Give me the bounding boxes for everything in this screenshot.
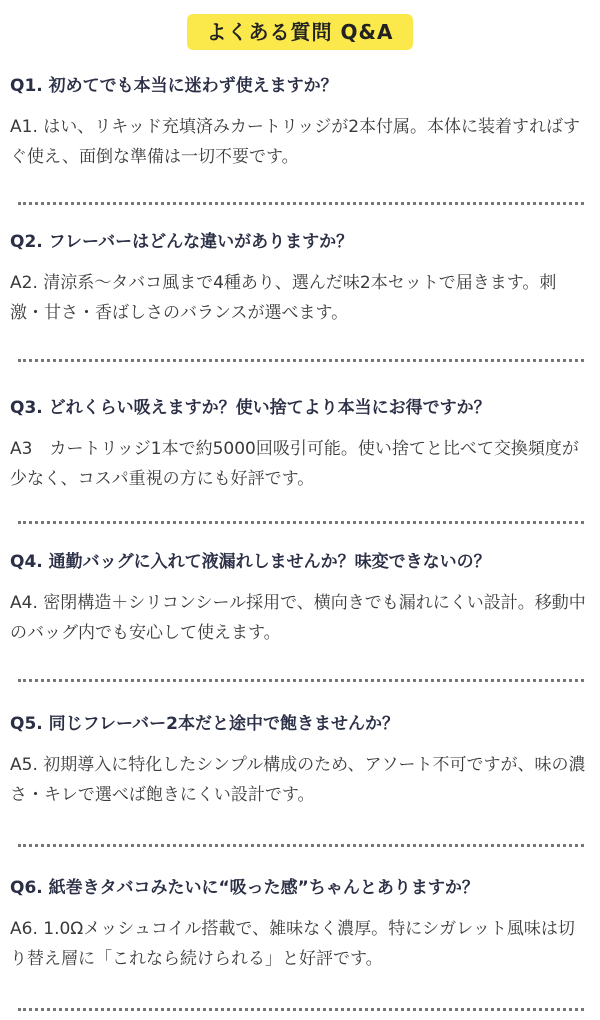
title-wrap xyxy=(0,14,600,50)
faq-divider xyxy=(18,202,584,205)
faq-divider xyxy=(18,521,584,524)
faq-item-3 xyxy=(10,396,590,494)
faq-divider xyxy=(18,679,584,682)
faq-divider xyxy=(18,359,584,362)
faq-question: Q2. フレーバーはどんな違いがありますか？ xyxy=(10,232,354,252)
faq-item-4 xyxy=(10,550,590,648)
faq-answer: A4. 密閉構造＋シリコンシール採用で、横向きでも漏れにくい設計。移動中のバッグ内でも安心して使えます。 xyxy=(10,593,586,643)
faq-divider xyxy=(18,844,584,847)
page-title: よくある質問 Q&A xyxy=(187,14,414,50)
faq-question: Q5. 同じフレーバー2本だと途中で飽きませんか？ xyxy=(10,714,399,734)
faq-answer: A6. 1.0Ωメッシュコイル搭載で、雑味なく濃厚。特にシガレット風味は切り替え層に「これなら続けられる」と好評です。 xyxy=(10,919,575,969)
faq-answer: A1. はい、リキッド充填済みカートリッジが2本付属。本体に装着すればすぐ使え、面倒な準備は一切不要です。 xyxy=(10,117,581,167)
faq-divider xyxy=(18,1008,584,1011)
faq-answer: A3 カートリッジ1本で約5000回吸引可能。使い捨てと比べて交換頻度が少なく、コスパ重視の方にも好評です。 xyxy=(10,439,579,489)
faq-item-1 xyxy=(10,74,590,172)
faq-item-6 xyxy=(10,876,590,974)
faq-question: Q6. 紙巻きタバコみたいに“吸った感”ちゃんとありますか？ xyxy=(10,878,479,898)
faq-question: Q1. 初めてでも本当に迷わず使えますか？ xyxy=(10,76,338,96)
faq-answer: A5. 初期導入に特化したシンプル構成のため、アソート不可ですが、味の濃さ・キレで選べば飽きにくい設計です。 xyxy=(10,755,586,805)
faq-item-2 xyxy=(10,230,590,328)
faq-question: Q4. 通勤バッグに入れて液漏れしませんか？味変できないの？ xyxy=(10,552,491,572)
faq-item-5 xyxy=(10,712,590,810)
faq-answer: A2. 清涼系〜タバコ風まで4種あり、選んだ味2本セットで届きます。刺激・甘さ・香ばしさのバランスが選べます。 xyxy=(10,273,557,323)
faq-question: Q3. どれくらい吸えますか？使い捨てより本当にお得ですか？ xyxy=(10,398,491,418)
